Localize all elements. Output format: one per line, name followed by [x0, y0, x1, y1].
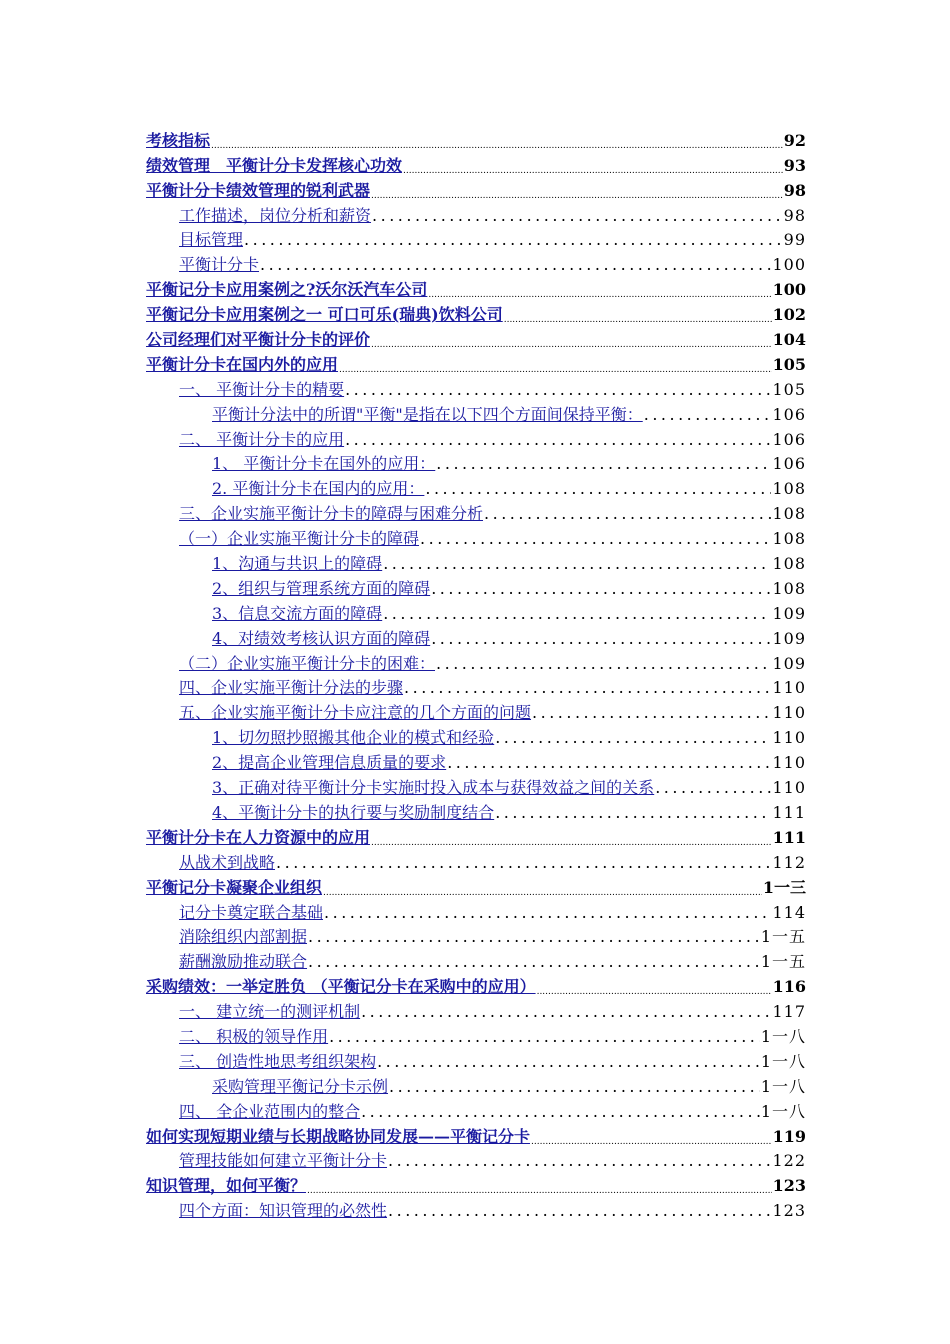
dot-leader — [388, 1201, 771, 1221]
dot-leader — [211, 141, 783, 151]
dot-leader — [436, 454, 771, 474]
toc-entry-link[interactable]: 薪酬激励推动联合 — [179, 952, 308, 972]
dot-leader — [244, 230, 783, 250]
toc-entry[interactable] — [146, 799, 806, 824]
page-number: 1一八 — [760, 1051, 806, 1071]
toc-entry[interactable] — [146, 1172, 806, 1197]
page-number: 92 — [783, 130, 806, 150]
toc-entry[interactable] — [146, 675, 806, 700]
table-of-contents — [146, 127, 806, 1222]
toc-entry-link[interactable]: （一）企业实施平衡计分卡的障碍 — [179, 529, 420, 549]
dot-leader — [307, 1186, 772, 1196]
toc-entry-link[interactable]: 三、企业实施平衡计分卡的障碍与困难分析 — [179, 504, 484, 524]
toc-entry-link[interactable]: 平衡计分卡 — [179, 255, 260, 275]
toc-entry[interactable] — [146, 152, 806, 177]
toc-entry[interactable] — [146, 1123, 806, 1148]
toc-entry-link[interactable]: 消除组织内部割据 — [179, 927, 308, 947]
dot-leader — [447, 753, 771, 773]
page-number: 106 — [772, 404, 806, 424]
dot-leader — [655, 778, 771, 798]
dot-leader — [531, 1137, 772, 1147]
toc-entry-link[interactable]: 平衡计分卡在人力资源中的应用 — [146, 827, 371, 847]
toc-entry[interactable] — [146, 998, 806, 1023]
toc-entry-link[interactable]: 平衡记分卡凝聚企业组织 — [146, 877, 323, 897]
page-number: 122 — [772, 1151, 806, 1171]
dot-leader — [403, 166, 783, 176]
dot-leader — [383, 604, 771, 624]
toc-entry[interactable] — [146, 525, 806, 550]
toc-entry-link[interactable]: 采购管理平衡记分卡示例 — [212, 1076, 389, 1096]
dot-leader — [329, 1027, 760, 1047]
dot-leader — [361, 1102, 760, 1122]
toc-entry-link[interactable]: 3、信息交流方面的障碍 — [212, 603, 383, 623]
page-number: 111 — [772, 802, 806, 822]
dot-leader — [425, 479, 771, 499]
page-number: 111 — [772, 827, 806, 847]
toc-entry-link[interactable]: 如何实现短期业绩与长期战略协同发展——平衡记分卡 — [146, 1126, 531, 1146]
toc-entry[interactable] — [146, 326, 806, 351]
toc-entry[interactable] — [146, 276, 806, 301]
dot-leader — [345, 380, 771, 400]
toc-entry[interactable] — [146, 202, 806, 227]
dot-leader — [339, 365, 772, 375]
toc-entry[interactable] — [146, 451, 806, 476]
toc-entry-link[interactable]: 一、 建立统一的测评机制 — [179, 1002, 361, 1022]
toc-entry[interactable] — [146, 948, 806, 973]
toc-entry-link[interactable]: 绩效管理 平衡计分卡发挥核心功效 — [146, 155, 403, 175]
toc-entry-link[interactable]: 1、 平衡计分卡在国外的应用： — [212, 454, 436, 474]
page-number: 98 — [783, 180, 806, 200]
toc-entry[interactable] — [146, 426, 806, 451]
toc-entry-link[interactable]: 从战术到战略 — [179, 852, 276, 872]
page-number: 98 — [783, 205, 806, 225]
page-number: 108 — [772, 504, 806, 524]
page-number: 1一三 — [762, 877, 806, 897]
toc-entry-link[interactable]: 二、 平衡计分卡的应用 — [179, 429, 345, 449]
toc-entry[interactable] — [146, 1148, 806, 1173]
toc-entry-link[interactable]: 平衡计分卡绩效管理的锐利武器 — [146, 180, 371, 200]
toc-entry-link[interactable]: 三、 创造性地思考组织架构 — [179, 1051, 377, 1071]
toc-entry[interactable] — [146, 699, 806, 724]
toc-entry[interactable] — [146, 600, 806, 625]
toc-entry-link[interactable]: 平衡计分法中的所谓"平衡"是指在以下四个方面间保持平衡： — [212, 404, 643, 424]
dot-leader — [431, 579, 771, 599]
toc-entry[interactable] — [146, 749, 806, 774]
toc-entry-link[interactable]: 二、 积极的领导作用 — [179, 1026, 329, 1046]
dot-leader — [431, 629, 771, 649]
dot-leader — [361, 1002, 771, 1022]
toc-entry[interactable] — [146, 401, 806, 426]
toc-entry-link[interactable]: 管理技能如何建立平衡计分卡 — [179, 1151, 388, 1171]
toc-entry[interactable] — [146, 874, 806, 899]
dot-leader — [420, 529, 771, 549]
page-number: 110 — [772, 778, 806, 798]
page-number: 105 — [772, 379, 806, 399]
page-number: 110 — [772, 703, 806, 723]
toc-entry[interactable] — [146, 1048, 806, 1073]
page-number: 110 — [772, 728, 806, 748]
dot-leader — [371, 340, 772, 350]
toc-entry[interactable] — [146, 475, 806, 500]
page-number: 114 — [772, 902, 806, 922]
page-number: 93 — [783, 155, 806, 175]
dot-leader — [372, 206, 783, 226]
toc-entry-link[interactable]: 3、正确对待平衡计分卡实施时投入成本与获得效益之间的关系 — [212, 778, 655, 798]
toc-entry[interactable] — [146, 1023, 806, 1048]
toc-entry[interactable] — [146, 251, 806, 276]
toc-entry-link[interactable]: 平衡计分卡在国内外的应用 — [146, 354, 339, 374]
toc-entry-link[interactable]: 2、组织与管理系统方面的障碍 — [212, 578, 431, 598]
page-number: 116 — [772, 977, 806, 997]
toc-entry[interactable] — [146, 973, 806, 998]
toc-entry-link[interactable]: 记分卡奠定联合基础 — [179, 902, 324, 922]
page-number: 112 — [772, 852, 806, 872]
toc-entry[interactable] — [146, 774, 806, 799]
dot-leader — [532, 703, 771, 723]
toc-entry-link[interactable]: 2、提高企业管理信息质量的要求 — [212, 753, 447, 773]
toc-entry[interactable] — [146, 376, 806, 401]
toc-entry[interactable] — [146, 650, 806, 675]
toc-entry[interactable] — [146, 1098, 806, 1123]
page-number: 108 — [772, 529, 806, 549]
toc-entry-link[interactable]: 1、切勿照抄照搬其他企业的模式和经验 — [212, 728, 495, 748]
dot-leader — [308, 952, 760, 972]
toc-entry[interactable] — [146, 1197, 806, 1222]
toc-entry-link[interactable]: 知识管理，如何平衡？ — [146, 1176, 307, 1196]
dot-leader — [495, 728, 771, 748]
page-number: 109 — [772, 653, 806, 673]
dot-leader — [537, 987, 772, 997]
page-number: 100 — [772, 280, 806, 300]
page-number: 123 — [772, 1201, 806, 1221]
page-number: 1一五 — [760, 927, 806, 947]
toc-entry[interactable] — [146, 227, 806, 252]
dot-leader — [484, 504, 771, 524]
toc-entry[interactable] — [146, 1073, 806, 1098]
page-number: 108 — [772, 479, 806, 499]
page-number: 100 — [772, 255, 806, 275]
page-number: 1一八 — [760, 1076, 806, 1096]
toc-entry-link[interactable]: 2. 平衡计分卡在国内的应用： — [212, 479, 425, 499]
toc-entry-link[interactable]: 目标管理 — [179, 230, 244, 250]
page-number: 108 — [772, 578, 806, 598]
toc-entry[interactable] — [146, 301, 806, 326]
toc-entry[interactable] — [146, 575, 806, 600]
page-number: 106 — [772, 454, 806, 474]
page-number: 123 — [772, 1176, 806, 1196]
page-number: 117 — [772, 1002, 806, 1022]
page-number: 110 — [772, 678, 806, 698]
page-number: 106 — [772, 429, 806, 449]
page-number: 1一八 — [760, 1026, 806, 1046]
dot-leader — [324, 903, 771, 923]
toc-entry[interactable] — [146, 127, 806, 152]
toc-entry[interactable] — [146, 924, 806, 949]
dot-leader — [504, 315, 772, 325]
toc-entry[interactable] — [146, 500, 806, 525]
dot-leader — [345, 430, 771, 450]
page-number: 110 — [772, 753, 806, 773]
toc-entry-link[interactable]: 4、平衡计分卡的执行要与奖励制度结合 — [212, 802, 495, 822]
dot-leader — [276, 853, 771, 873]
toc-entry-link[interactable]: 平衡记分卡应用案例之一 可口可乐(瑞典)饮料公司 — [146, 305, 503, 325]
toc-entry-link[interactable]: 一、 平衡计分卡的精要 — [179, 379, 345, 399]
toc-entry-link[interactable]: 1、沟通与共识上的障碍 — [212, 554, 383, 574]
dot-leader — [404, 678, 771, 698]
dot-leader — [371, 191, 783, 201]
toc-entry-link[interactable]: 四、 全企业范围内的整合 — [179, 1101, 361, 1121]
dot-leader — [644, 405, 772, 425]
toc-entry[interactable] — [146, 724, 806, 749]
dot-leader — [495, 803, 771, 823]
page-number: 109 — [772, 603, 806, 623]
page-number: 108 — [772, 554, 806, 574]
toc-entry-link[interactable]: 4、对绩效考核认识方面的障碍 — [212, 628, 431, 648]
toc-entry[interactable] — [146, 177, 806, 202]
toc-entry[interactable] — [146, 849, 806, 874]
dot-leader — [260, 255, 771, 275]
dot-leader — [436, 654, 771, 674]
page-number: 109 — [772, 628, 806, 648]
toc-entry[interactable] — [146, 824, 806, 849]
toc-entry-link[interactable]: 工作描述，岗位分析和薪资 — [179, 205, 372, 225]
toc-entry-link[interactable]: 采购绩效：一举定胜负 （平衡记分卡在采购中的应用） — [146, 977, 536, 997]
toc-entry-link[interactable]: （二）企业实施平衡计分卡的困难： — [179, 653, 436, 673]
toc-entry-link[interactable]: 四、企业实施平衡计分法的步骤 — [179, 678, 404, 698]
dot-leader — [323, 888, 762, 898]
toc-entry[interactable] — [146, 899, 806, 924]
dot-leader — [428, 290, 771, 300]
page-number: 99 — [783, 230, 806, 250]
dot-leader — [389, 1077, 760, 1097]
toc-entry[interactable] — [146, 351, 806, 376]
toc-entry-link[interactable]: 公司经理们对平衡计分卡的评价 — [146, 330, 371, 350]
dot-leader — [388, 1151, 771, 1171]
page-number: 119 — [772, 1126, 806, 1146]
toc-entry-link[interactable]: 平衡记分卡应用案例之?沃尔沃汽车公司 — [146, 280, 428, 300]
toc-entry-link[interactable]: 考核指标 — [146, 130, 211, 150]
page-number: 1一五 — [760, 952, 806, 972]
toc-entry-link[interactable]: 五、企业实施平衡计分卡应注意的几个方面的问题 — [179, 703, 532, 723]
dot-leader — [371, 838, 772, 848]
page-number: 105 — [772, 354, 806, 374]
toc-entry[interactable] — [146, 625, 806, 650]
page-number: 1一八 — [760, 1101, 806, 1121]
page-number: 102 — [772, 305, 806, 325]
toc-entry[interactable] — [146, 550, 806, 575]
toc-entry-link[interactable]: 四个方面：知识管理的必然性 — [179, 1201, 388, 1221]
dot-leader — [377, 1052, 760, 1072]
dot-leader — [383, 554, 771, 574]
page-number: 104 — [772, 330, 806, 350]
dot-leader — [308, 927, 760, 947]
